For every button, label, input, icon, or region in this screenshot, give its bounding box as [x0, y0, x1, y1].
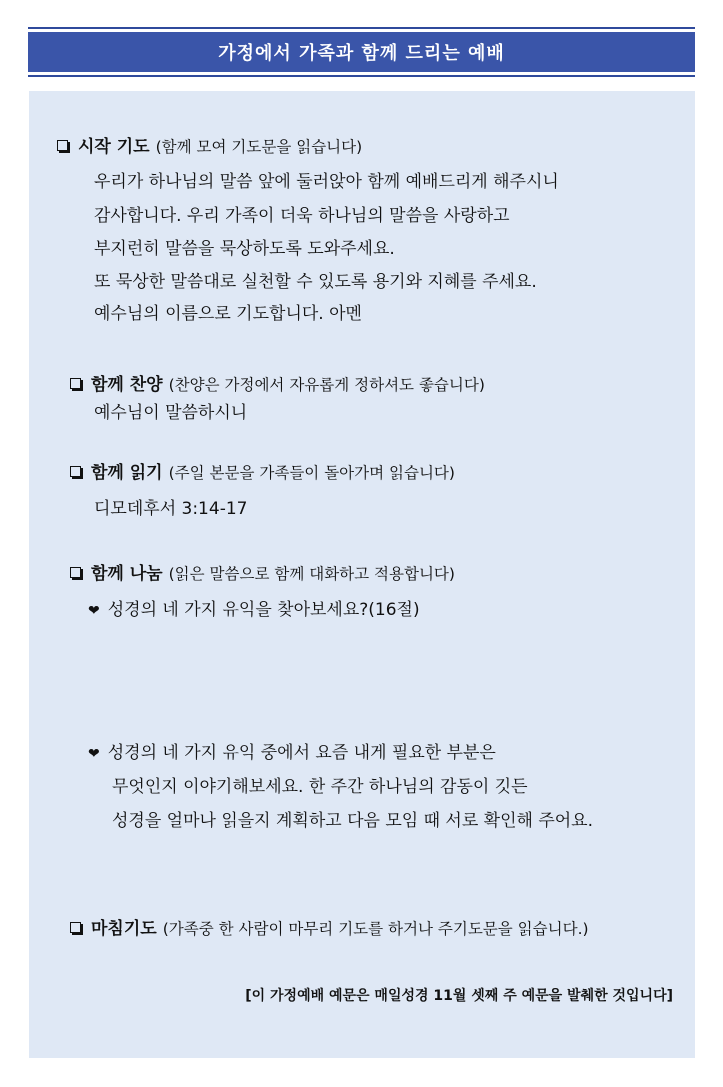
prayer-line: 우리가 하나님의 말씀 앞에 둘러앉아 함께 예배드리게 해주시니: [94, 172, 559, 192]
page-title: 가정에서 가족과 함께 드리는 예배: [28, 32, 695, 72]
prayer-line: 감사합니다. 우리 가족이 더욱 하나님의 말씀을 사랑하고: [94, 206, 510, 226]
section-note: (가족중 한 사람이 마무리 기도를 하거나 주기도문을 읽습니다.): [162, 920, 589, 938]
section-note: (읽은 말씀으로 함께 대화하고 적용합니다): [168, 565, 455, 583]
question-text: 성경을 얼마나 읽을지 계획하고 다음 모임 때 서로 확인해 주어요.: [112, 811, 594, 831]
discussion-question: [88, 595, 420, 620]
section-title: 시작 기도: [78, 137, 150, 157]
source-footnote: [이 가정예배 예문은 매일성경 11월 셋째 주 예문을 발췌한 것입니다]: [245, 988, 673, 1004]
question-text: 성경의 네 가지 유익 중에서 요즘 내게 필요한 부분은: [107, 743, 496, 763]
section-sharing: [70, 559, 455, 584]
section-reading: [70, 458, 455, 483]
section-title: 함께 읽기: [91, 463, 163, 483]
section-closing-prayer: [70, 914, 589, 939]
prayer-line: 예수님의 이름으로 기도합니다. 아멘: [94, 304, 362, 324]
section-note: (주일 본문을 가족들이 돌아가며 읽습니다): [168, 464, 455, 482]
song-title: 예수님이 말씀하시니: [94, 403, 248, 423]
checkbox-square-icon: [70, 922, 81, 933]
scripture-passage: 디모데후서 3:14-17: [94, 499, 248, 519]
title-banner: [28, 27, 695, 77]
section-note: (찬양은 가정에서 자유롭게 정하셔도 좋습니다): [168, 376, 485, 394]
question-text: 무엇인지 이야기해보세요. 한 주간 하나님의 감동이 깃든: [112, 777, 528, 797]
heart-icon: ❤: [88, 603, 100, 619]
checkbox-square-icon: [70, 466, 81, 477]
question-text: 성경의 네 가지 유익을 찾아보세요?(16절): [107, 600, 420, 620]
checkbox-square-icon: [70, 567, 81, 578]
checkbox-square-icon: [57, 140, 68, 151]
checkbox-square-icon: [70, 378, 81, 389]
section-title: 함께 찬양: [91, 375, 163, 395]
section-note: (함께 모여 기도문을 읽습니다): [155, 138, 363, 156]
section-praise: [70, 370, 485, 395]
heart-icon: ❤: [88, 746, 100, 762]
discussion-question: [88, 738, 496, 763]
section-title: 마침기도: [91, 919, 157, 939]
prayer-line: 부지런히 말씀을 묵상하도록 도와주세요.: [94, 239, 395, 259]
section-opening-prayer: [57, 132, 362, 157]
prayer-line: 또 묵상한 말씀대로 실천할 수 있도록 용기와 지혜를 주세요.: [94, 272, 537, 292]
section-title: 함께 나눔: [91, 564, 163, 584]
